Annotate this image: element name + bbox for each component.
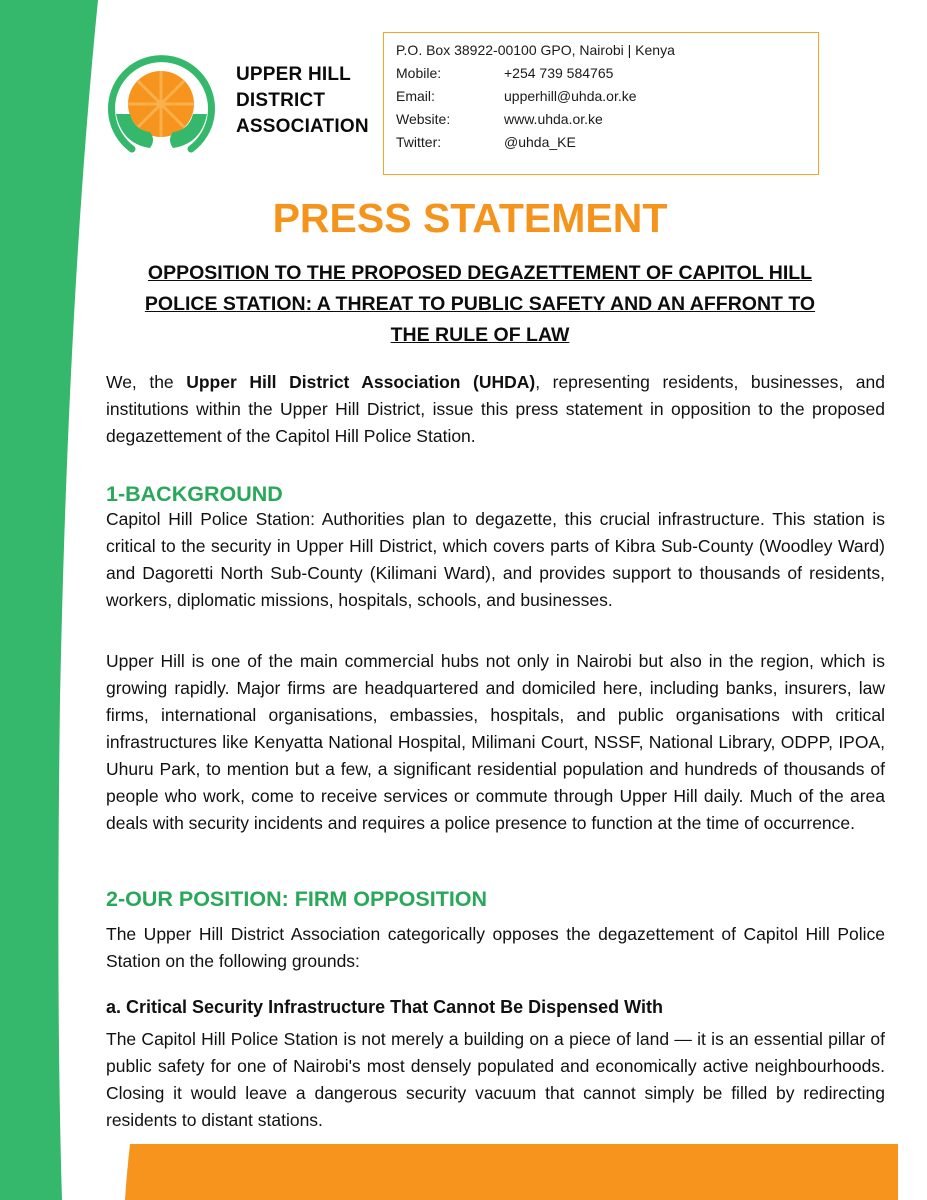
headline xyxy=(70,258,890,351)
contact-value: @uhda_KE xyxy=(504,134,576,150)
contact-label: Twitter: xyxy=(396,134,442,150)
contact-label: Mobile: xyxy=(396,65,442,81)
organization-name xyxy=(236,62,381,140)
org-name-line-1: UPPER HILL xyxy=(236,64,351,85)
contact-row-twitter xyxy=(396,131,806,154)
contact-row-website xyxy=(396,108,806,131)
position-intro: The Upper Hill District Association categorically opposes the degazettement of Capitol Hill Police Station on the following grounds: xyxy=(106,924,885,971)
headline-line-3: THE RULE OF LAW xyxy=(390,324,570,346)
section-2-heading: 2-OUR POSITION: FIRM OPPOSITION xyxy=(106,887,488,911)
subheading-a: a. Critical Security Infrastructure That Cannot Be Dispensed With xyxy=(106,997,663,1017)
contact-value: www.uhda.or.ke xyxy=(504,111,603,127)
contact-value: +254 739 584765 xyxy=(504,65,614,81)
headline-line-1: OPPOSITION TO THE PROPOSED DEGAZETTEMENT OF CAPITOL HILL xyxy=(147,262,813,284)
security-infrastructure-paragraph: The Capitol Hill Police Station is not merely a building on a piece of land — it is an essential pillar of public safety for one of Nairobi's most densely populated and economically active neighbourhoods. Closing it would leave a dangerous security vacuum that cannot simply be filled by redirecting residents to distant stations. xyxy=(106,1029,885,1130)
contact-row-email xyxy=(396,85,806,108)
subheading-a-text xyxy=(106,1026,885,1134)
intro-org-bold: Upper Hill District Association (UHDA) xyxy=(186,372,536,392)
org-name-line-3: ASSOCIATION xyxy=(236,116,369,137)
background-paragraph-2: Upper Hill is one of the main commercial hubs not only in Nairobi but also in the region, which is growing rapidly. Major firms are headquartered and domiciled here, including banks, insurers, law firms, international organisations, embassies, hospitals, and public organisations with critical infrastructures like Kenyatta National Hospital, Milimani Court, NSSF, National Library, ODPP, IPOA, Uhuru Park, to mention but a few, a significant residential population and hundreds of thousands of people who work, come to receive services or commute through Upper Hill daily. Much of the area deals with security incidents and requires a police presence to function at the time of occurrence. xyxy=(106,651,885,833)
orange-bottom-band xyxy=(0,1140,927,1200)
headline-line-2: POLICE STATION: A THREAT TO PUBLIC SAFETY AND AN AFFRONT TO xyxy=(144,293,816,315)
contact-address: P.O. Box 38922-00100 GPO, Nairobi | Kenya xyxy=(396,42,675,58)
section-1-paragraph-2 xyxy=(106,648,885,837)
intro-before: We, the xyxy=(106,372,187,392)
contact-row-mobile xyxy=(396,62,806,85)
green-side-band xyxy=(0,0,120,1200)
section-1-paragraph-1 xyxy=(106,506,885,614)
section-1-heading: 1-BACKGROUND xyxy=(106,482,283,506)
contact-value: upperhill@uhda.or.ke xyxy=(504,88,637,104)
intro-after: , representing residents, businesses, and institutions within the Upper Hill District, issue this press statement in opposition to the proposed degazettement of the Capitol Hill Police Station. xyxy=(106,372,886,446)
intro-paragraph xyxy=(106,369,885,450)
section-2-intro xyxy=(106,921,885,975)
contact-label: Website: xyxy=(396,111,451,127)
background-paragraph-1: Capitol Hill Police Station: Authorities plan to degazette, this crucial infrastructure. This station is critical to the security in Upper Hill District, which covers parts of Kibra Sub-County (Woodley Ward) and Dagoretti North Sub-County (Kilimani Ward), and provides support to thousands of residents, workers, diplomatic missions, hospitals, schools, and businesses. xyxy=(106,509,885,610)
contact-label: Email: xyxy=(396,88,435,104)
org-name-line-2: DISTRICT xyxy=(236,90,326,111)
contact-box xyxy=(383,32,819,175)
uhda-logo xyxy=(104,44,219,162)
press-statement-title: PRESS STATEMENT xyxy=(272,195,668,241)
